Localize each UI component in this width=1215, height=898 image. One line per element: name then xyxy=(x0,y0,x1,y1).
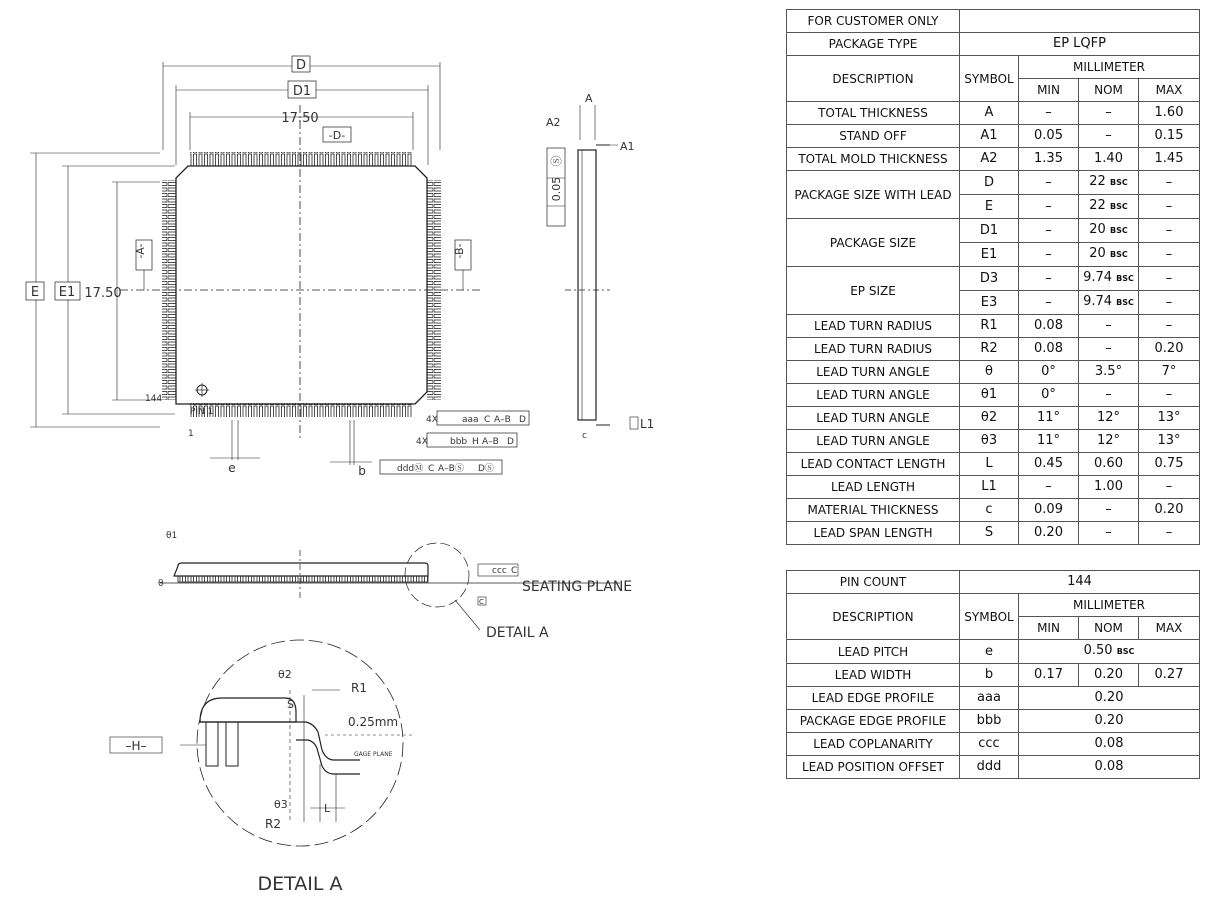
customer-value xyxy=(960,10,1200,33)
row-nom-sub: BSC xyxy=(1109,226,1128,235)
row-description: TOTAL THICKNESS xyxy=(787,102,960,125)
row-max: 1.60 xyxy=(1139,102,1200,125)
max-header: MAX xyxy=(1139,79,1200,102)
row-nom-value: 9.74 xyxy=(1083,270,1113,285)
row-nom-value: – xyxy=(1105,128,1112,143)
row-min: – xyxy=(1019,291,1079,315)
table-row xyxy=(787,640,1200,664)
unit-header: MILLIMETER xyxy=(1019,56,1200,79)
row-max: – xyxy=(1139,195,1200,219)
detail-025: 0.25mm xyxy=(348,715,399,729)
fcf3-ref2: A–BⓈ xyxy=(438,464,464,474)
table-row xyxy=(787,687,1200,710)
table-row xyxy=(787,315,1200,338)
width-max: 0.27 xyxy=(1139,664,1200,687)
row-description: LEAD SPAN LENGTH xyxy=(787,522,960,545)
seating-plane-label: SEATING PLANE xyxy=(522,579,633,595)
side-view-labels xyxy=(546,92,654,441)
row-nom-value: 20 xyxy=(1089,222,1106,237)
row-nom-sub: BSC xyxy=(1109,178,1128,187)
pitch-desc: LEAD PITCH xyxy=(787,640,960,664)
row-symbol: D3 xyxy=(960,267,1019,291)
pin-table xyxy=(786,570,1200,779)
row-symbol: D1 xyxy=(960,219,1019,243)
detail-s: S xyxy=(287,698,294,711)
fcf2-count: 4X xyxy=(416,437,428,447)
row-description: STAND OFF xyxy=(787,125,960,148)
fcf2-ref2: A–B xyxy=(482,437,499,447)
row-symbol: ccc xyxy=(960,733,1019,756)
side-view xyxy=(547,105,638,429)
row-nom-value: 12° xyxy=(1096,433,1121,448)
row-nom-value: 1.40 xyxy=(1094,151,1123,166)
row-description: LEAD TURN ANGLE xyxy=(787,430,960,453)
table-row xyxy=(787,522,1200,545)
row-nom xyxy=(1079,102,1139,125)
table-row xyxy=(787,10,1200,33)
table-row xyxy=(787,430,1200,453)
row-description: TOTAL MOLD THICKNESS xyxy=(787,148,960,171)
row-description: LEAD TURN RADIUS xyxy=(787,315,960,338)
table-row xyxy=(787,571,1200,594)
row-max: – xyxy=(1139,267,1200,291)
ccc-ref: C xyxy=(511,566,518,576)
row-min: 0.20 xyxy=(1019,522,1079,545)
table-row xyxy=(787,102,1200,125)
row-symbol: aaa xyxy=(960,687,1019,710)
detail-theta2: θ2 xyxy=(278,668,292,681)
symbol-header: SYMBOL xyxy=(960,56,1019,102)
row-min: 1.35 xyxy=(1019,148,1079,171)
detail-r1: R1 xyxy=(351,681,367,695)
row-min: – xyxy=(1019,195,1079,219)
width-desc: LEAD WIDTH xyxy=(787,664,960,687)
row-description: LEAD LENGTH xyxy=(787,476,960,499)
pin-1-number: 1 xyxy=(188,429,194,439)
row-symbol: S xyxy=(960,522,1019,545)
package-body xyxy=(176,166,427,404)
row-min: – xyxy=(1019,267,1079,291)
side-a2: A2 xyxy=(546,116,561,129)
datum-b: -B- xyxy=(453,243,466,259)
row-description: PACKAGE SIZE xyxy=(787,219,960,267)
pitch-value: 0.50 xyxy=(1083,643,1113,658)
row-nom xyxy=(1079,148,1139,171)
row-max: 13° xyxy=(1139,430,1200,453)
row-symbol: E3 xyxy=(960,291,1019,315)
pin-144-label: 144 xyxy=(145,394,163,404)
theta1-label: θ1 xyxy=(166,531,178,541)
side-c: c xyxy=(582,431,587,441)
row-nom-value: – xyxy=(1105,318,1112,333)
fcf1-count: 4X xyxy=(426,415,438,425)
pin-count-label: PIN COUNT xyxy=(787,571,960,594)
row-nom-value: 9.74 xyxy=(1083,294,1113,309)
row-description: LEAD CONTACT LENGTH xyxy=(787,453,960,476)
detail-a-pointer: DETAIL A xyxy=(486,625,549,641)
row-max: 1.45 xyxy=(1139,148,1200,171)
row-max: 0.20 xyxy=(1139,499,1200,522)
top-leads xyxy=(190,152,413,166)
row-symbol: A1 xyxy=(960,125,1019,148)
table-row xyxy=(787,338,1200,361)
table-row xyxy=(787,384,1200,407)
row-symbol: L1 xyxy=(960,476,1019,499)
dimension-table xyxy=(786,9,1200,545)
row-min: 0.45 xyxy=(1019,453,1079,476)
min-header: MIN xyxy=(1019,617,1079,640)
fcf3-ref: C xyxy=(428,464,435,474)
row-max: – xyxy=(1139,522,1200,545)
table-row xyxy=(787,267,1200,291)
row-description: MATERIAL THICKNESS xyxy=(787,499,960,522)
row-nom xyxy=(1079,384,1139,407)
dim-e-pitch: e xyxy=(228,461,236,475)
row-nom xyxy=(1079,522,1139,545)
row-nom xyxy=(1079,171,1139,195)
row-description: LEAD COPLANARITY xyxy=(787,733,960,756)
row-min: 0.05 xyxy=(1019,125,1079,148)
table-row xyxy=(787,710,1200,733)
row-symbol: θ3 xyxy=(960,430,1019,453)
row-nom xyxy=(1079,338,1139,361)
row-min: – xyxy=(1019,243,1079,267)
package-type-value: EP LQFP xyxy=(960,33,1200,56)
nom-header: NOM xyxy=(1079,79,1139,102)
row-nom xyxy=(1079,219,1139,243)
row-symbol: θ xyxy=(960,361,1019,384)
max-header: MAX xyxy=(1139,617,1200,640)
row-nom-value: 12° xyxy=(1096,410,1121,425)
table-row xyxy=(787,499,1200,522)
row-symbol: A2 xyxy=(960,148,1019,171)
row-nom-sub: BSC xyxy=(1116,298,1134,307)
fcf1-ref2: A–B xyxy=(494,415,511,425)
fcf2-ref: H xyxy=(472,437,479,447)
pitch-value-cell xyxy=(1019,640,1200,664)
table-header-row xyxy=(787,594,1200,617)
row-min: – xyxy=(1019,219,1079,243)
dim-d1-label: D1 xyxy=(292,84,312,99)
package-type-label: PACKAGE TYPE xyxy=(787,33,960,56)
table-header-row xyxy=(787,56,1200,79)
table-row xyxy=(787,453,1200,476)
row-nom-value: – xyxy=(1105,525,1112,540)
side-tol: 0.05 xyxy=(550,176,563,202)
row-nom xyxy=(1079,361,1139,384)
row-min: – xyxy=(1019,476,1079,499)
datum-d: -D- xyxy=(328,129,346,142)
row-symbol: θ1 xyxy=(960,384,1019,407)
row-description: LEAD TURN ANGLE xyxy=(787,407,960,430)
row-max: – xyxy=(1139,171,1200,195)
row-nom xyxy=(1079,476,1139,499)
row-symbol: D xyxy=(960,171,1019,195)
row-symbol: ddd xyxy=(960,756,1019,779)
fcf3-tol: dddⓂ xyxy=(397,464,424,474)
detail-a-labels xyxy=(125,668,398,895)
row-min: 0° xyxy=(1019,361,1079,384)
symbol-header: SYMBOL xyxy=(960,594,1019,640)
row-min: 0.08 xyxy=(1019,338,1079,361)
theta-label: θ xyxy=(158,579,164,589)
row-min: 11° xyxy=(1019,407,1079,430)
row-description: LEAD POSITION OFFSET xyxy=(787,756,960,779)
row-symbol: θ2 xyxy=(960,407,1019,430)
nom-header: NOM xyxy=(1079,617,1139,640)
fcf1-ref3: D xyxy=(519,415,526,425)
unit-header: MILLIMETER xyxy=(1019,594,1200,617)
row-nom xyxy=(1079,195,1139,219)
row-symbol: R1 xyxy=(960,315,1019,338)
row-nom-sub: BSC xyxy=(1109,202,1128,211)
row-nom-value: 1.00 xyxy=(1094,479,1123,494)
row-nom xyxy=(1079,430,1139,453)
dim-1750-left: 17.50 xyxy=(84,286,122,301)
pin-1-label: PIN 1 xyxy=(190,407,214,417)
dim-b-width: b xyxy=(358,464,366,478)
min-header: MIN xyxy=(1019,79,1079,102)
row-description: PACKAGE SIZE WITH LEAD xyxy=(787,171,960,219)
row-nom xyxy=(1079,453,1139,476)
row-max: 0.75 xyxy=(1139,453,1200,476)
table-row xyxy=(787,361,1200,384)
row-min: 0.08 xyxy=(1019,315,1079,338)
detail-gage: GAGE PLANE xyxy=(354,751,393,758)
row-value: 0.08 xyxy=(1019,733,1200,756)
row-max: 13° xyxy=(1139,407,1200,430)
detail-r2: R2 xyxy=(265,817,281,831)
row-value: 0.20 xyxy=(1019,687,1200,710)
pitch-sym: e xyxy=(960,640,1019,664)
row-value: 0.20 xyxy=(1019,710,1200,733)
row-symbol: R2 xyxy=(960,338,1019,361)
row-nom xyxy=(1079,407,1139,430)
ccc-tol: ccc xyxy=(492,566,507,576)
row-symbol: E xyxy=(960,195,1019,219)
width-min: 0.17 xyxy=(1019,664,1079,687)
row-description: EP SIZE xyxy=(787,267,960,315)
bottom-leads xyxy=(190,403,413,417)
row-nom-value: 3.5° xyxy=(1094,364,1123,379)
table-row xyxy=(787,148,1200,171)
row-symbol: A xyxy=(960,102,1019,125)
fcf1-ref: C xyxy=(484,415,491,425)
dim-e-big: E xyxy=(30,285,40,300)
row-nom-value: – xyxy=(1105,387,1112,402)
row-description: LEAD EDGE PROFILE xyxy=(787,687,960,710)
row-nom xyxy=(1079,291,1139,315)
dim-e1-label: E1 xyxy=(58,285,76,300)
table-row xyxy=(787,407,1200,430)
row-min: 0.09 xyxy=(1019,499,1079,522)
table-row xyxy=(787,664,1200,687)
table-row xyxy=(787,219,1200,243)
top-view xyxy=(26,56,529,474)
row-symbol: L xyxy=(960,453,1019,476)
row-max: – xyxy=(1139,291,1200,315)
row-nom xyxy=(1079,315,1139,338)
table-row xyxy=(787,756,1200,779)
pitch-sub: BSC xyxy=(1116,647,1135,656)
row-nom-sub: BSC xyxy=(1109,250,1128,259)
row-symbol: c xyxy=(960,499,1019,522)
detail-h: –H– xyxy=(125,739,147,753)
row-description: LEAD TURN ANGLE xyxy=(787,384,960,407)
row-symbol: E1 xyxy=(960,243,1019,267)
row-nom xyxy=(1079,499,1139,522)
table-row xyxy=(787,33,1200,56)
customer-label: FOR CUSTOMER ONLY xyxy=(787,10,960,33)
row-max: – xyxy=(1139,219,1200,243)
row-description: LEAD TURN ANGLE xyxy=(787,361,960,384)
row-max: 0.20 xyxy=(1139,338,1200,361)
table-row xyxy=(787,476,1200,499)
row-max: 7° xyxy=(1139,361,1200,384)
row-description: LEAD TURN RADIUS xyxy=(787,338,960,361)
detail-theta3: θ3 xyxy=(274,798,288,811)
dim-d-label: D xyxy=(295,58,307,73)
row-nom-value: – xyxy=(1105,502,1112,517)
row-nom xyxy=(1079,243,1139,267)
side-a: A xyxy=(585,92,593,105)
row-max: – xyxy=(1139,243,1200,267)
row-min: – xyxy=(1019,102,1079,125)
row-nom-value: 22 xyxy=(1089,174,1106,189)
row-description: PACKAGE EDGE PROFILE xyxy=(787,710,960,733)
row-nom-value: – xyxy=(1105,105,1112,120)
side-l1: L1 xyxy=(640,417,655,431)
row-value: 0.08 xyxy=(1019,756,1200,779)
datum-a: -A- xyxy=(134,243,147,259)
row-nom xyxy=(1079,267,1139,291)
datum-c: C xyxy=(479,598,484,606)
row-max: 0.15 xyxy=(1139,125,1200,148)
row-min: – xyxy=(1019,171,1079,195)
row-nom-value: 0.60 xyxy=(1094,456,1123,471)
side-a1: A1 xyxy=(620,140,635,153)
row-max: – xyxy=(1139,476,1200,499)
row-min: 0° xyxy=(1019,384,1079,407)
fcf2-tol: bbb xyxy=(450,437,468,447)
edge-view-labels xyxy=(158,531,632,641)
row-nom-value: 22 xyxy=(1089,198,1106,213)
desc-header: DESCRIPTION xyxy=(787,594,960,640)
side-tol-mod: Ⓢ xyxy=(550,155,563,167)
dimension-rows xyxy=(787,102,1200,545)
row-nom-value: – xyxy=(1105,341,1112,356)
table-row xyxy=(787,733,1200,756)
pin-count-value: 144 xyxy=(960,571,1200,594)
dim-1750-top: 17.50 xyxy=(281,111,319,126)
width-sym: b xyxy=(960,664,1019,687)
width-nom: 0.20 xyxy=(1079,664,1139,687)
row-max: – xyxy=(1139,315,1200,338)
row-max: – xyxy=(1139,384,1200,407)
fcf3-ref3: DⓈ xyxy=(478,464,494,474)
row-nom xyxy=(1079,125,1139,148)
fcf1-tol: aaa xyxy=(462,415,479,425)
table-row xyxy=(787,125,1200,148)
fcf2-ref3: D xyxy=(507,437,514,447)
table-row xyxy=(787,171,1200,195)
row-symbol: bbb xyxy=(960,710,1019,733)
row-nom-value: 20 xyxy=(1089,246,1106,261)
row-min: 11° xyxy=(1019,430,1079,453)
desc-header: DESCRIPTION xyxy=(787,56,960,102)
detail-a xyxy=(110,640,412,846)
tolerance-rows xyxy=(787,687,1200,779)
detail-title: DETAIL A xyxy=(257,873,343,895)
row-nom-sub: BSC xyxy=(1116,274,1134,283)
detail-l: L xyxy=(324,802,331,815)
